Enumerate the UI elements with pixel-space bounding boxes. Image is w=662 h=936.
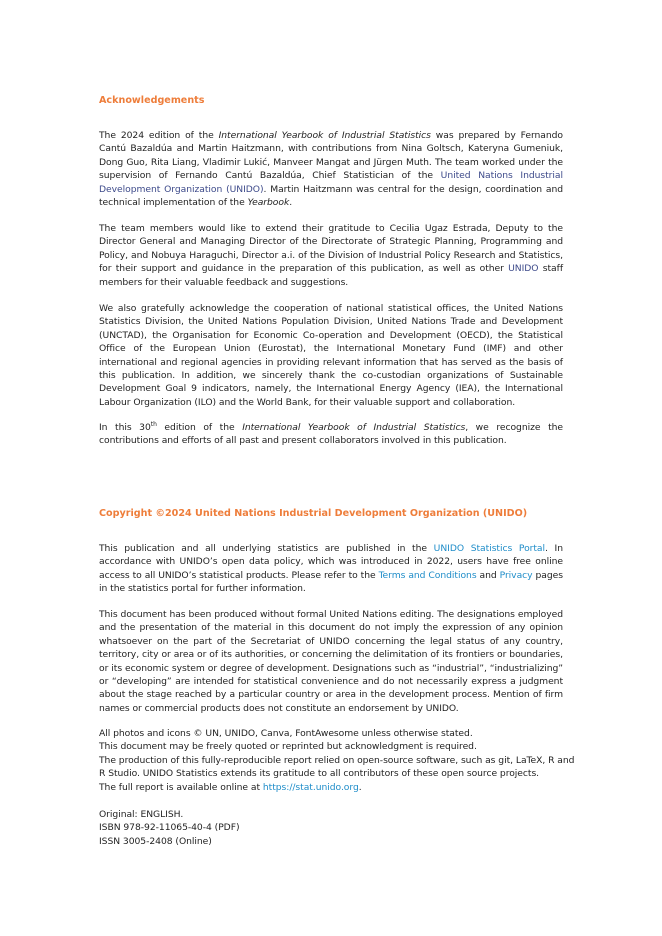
isbn: ISBN 978-92-11065-40-4 (PDF) [99, 822, 240, 834]
quoted-line: This document may be freely quoted or reprinted but acknowledgment is required. [99, 741, 477, 753]
production-line-2: R Studio. UNIDO Statistics extends its gratitude to all contributors of these open source projects. [99, 768, 540, 780]
acknowledgements-paragraph-1: The 2024 edition of the International Yearbook of Industrial Statistics was prepared by Fernando Cantú Bazaldúa and Martin Haitzmann, with contributions from Nina Goltsch, Kateryna Gumeniuk, Dong Guo, Rita Liang, Vladimir Lukić, Manveer Mangat and Jürgen Muth. The team worked under the supervision of Fernando Cantú Bazaldúa, Chief Statistician of the United Nations Industrial Development Organization (UNIDO). Martin Haitzmann was central for the design, coordination and technical implementation of the Yearbook. [99, 130, 564, 209]
copyright-paragraph-1: This publication and all underlying statistics are published in the UNIDO Statistics Portal. In accordance with UNIDO’s open data policy, which was introduced in 2022, users have free online access to all UNIDO’s statistical products. Please refer to the Terms and Conditions and Privacy pages in the statistics portal for further information. [99, 543, 563, 595]
production-line-1: The production of this fully-reproducible report relied on open-source software, such as git, LaTeX, R and [99, 754, 575, 766]
full-report-line: The full report is available online at https://stat.unido.org. [99, 781, 362, 793]
unido-name: United Nations Industrial Development Organization (UNIDO) [99, 170, 563, 195]
photos-credit-line: All photos and icons © UN, UNIDO, Canva, FontAwesome unless otherwise stated. [99, 728, 473, 739]
publication-identifiers [99, 808, 569, 848]
statistics-portal-link[interactable]: UNIDO Statistics Portal [433, 543, 545, 554]
credits-block [99, 727, 575, 794]
acknowledgements-paragraph-2: The team members would like to extend their gratitude to Cecilia Ugaz Estrada, Deputy to the Director General and Managing Director of the Directorate of Strategic Planning, Programming and Policy, and Nobuya Haraguchi, Director a.i. of the Division of Industrial Policy Research and Statistics, for their support and guidance in the preparation of this publication, as well as other UNIDO staff members for their valuable feedback and suggestions. [99, 223, 564, 288]
copyright-paragraph-2: This document has been produced without formal United Nations editing. The designations employed and the presentation of the material in this document do not imply the expression of any opinion whatsoever on the part of the Secretariat of UNIDO concerning the legal status of any country, territory, city or area or of its authorities, or concerning the delimitation of its frontiers or boundaries, or its economic system or degree of development. Designations such as “industrial”, “industrializing” or “developing” are intended for statistical convenience and do not necessarily express a judgment about the stage reached by a particular country or area in the development process. Mention of firm names or commercial products does not constitute an endorsement by UNIDO. [99, 609, 563, 714]
acknowledgements-heading: Acknowledgements [99, 95, 205, 106]
original-language: Original: ENGLISH. [99, 809, 184, 820]
stat-unido-link[interactable]: https://stat.unido.org [262, 781, 359, 793]
terms-and-conditions-link[interactable]: Terms and Conditions [378, 569, 477, 581]
acknowledgements-paragraph-3: We also gratefully acknowledge the cooperation of national statistical offices, the United Nations Statistics Division, the United Nations Population Division, United Nations Trade and Development (UNCTAD), the Organisation for Economic Co-operation and Development (OECD), the Statistical Office of the European Union (Eurostat), the International Monetary Fund (IMF) and other international and regional agencies in providing relevant information that has served as the basis of this publication. In addition, we sincerely thank the co-custodian organizations of Sustainable Development Goal 9 indicators, namely, the International Energy Agency (IEA), the International Labour Organization (ILO) and the World Bank, for their valuable support and collaboration. [99, 303, 563, 408]
acknowledgements-paragraph-4: In this 30th edition of the International Yearbook of Industrial Statistics, we recognize the contributions and efforts of all past and present collaborators involved in this publication. [99, 420, 563, 447]
copyright-heading: Copyright ©2024 United Nations Industrial Development Organization (UNIDO) [99, 508, 528, 519]
privacy-link[interactable]: Privacy [499, 569, 533, 581]
issn: ISSN 3005-2408 (Online) [99, 835, 212, 847]
